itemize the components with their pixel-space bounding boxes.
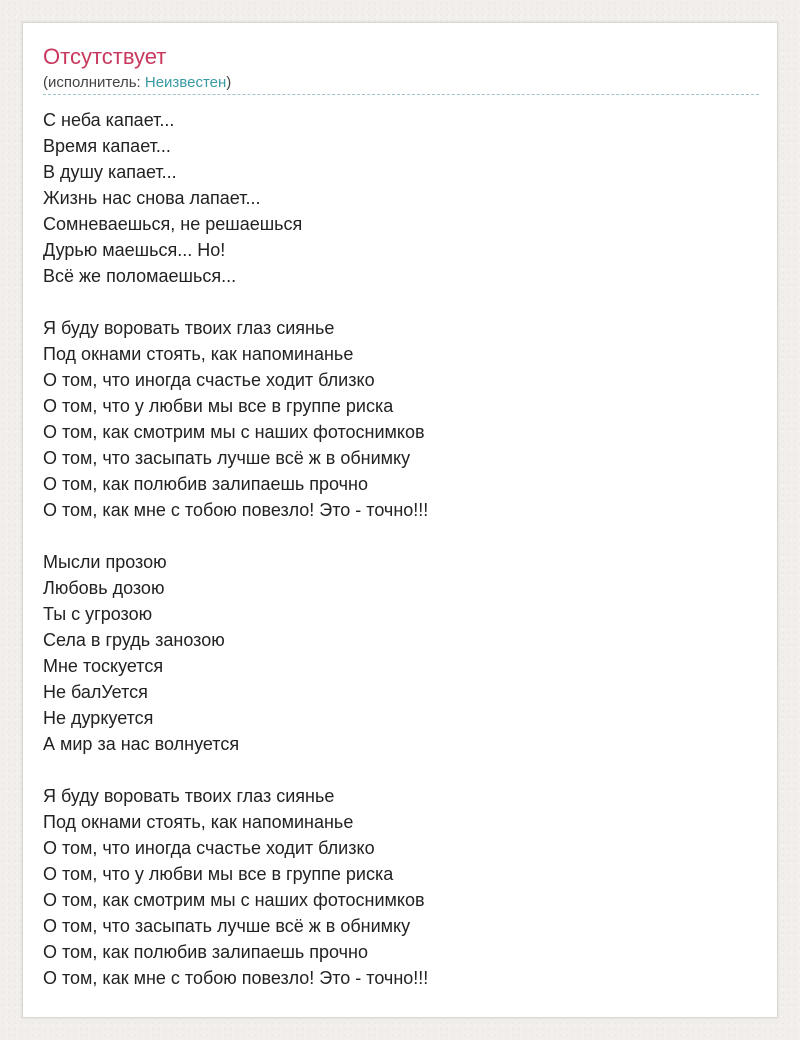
lyrics-line: Всё же поломаешься... [43, 266, 237, 286]
song-header [43, 43, 759, 93]
lyrics-line: Под окнами стоять, как напоминанье [43, 344, 354, 364]
lyrics-line: Дурью маешься... Но! [43, 240, 226, 260]
lyrics-line: О том, как мне с тобою повезло! Это - точно!!! [43, 500, 429, 520]
lyrics-line: О том, как смотрим мы с наших фотоснимков [43, 422, 425, 442]
performer-link[interactable]: Неизвестен [144, 74, 227, 91]
performer-line [43, 73, 759, 93]
lyrics-line: Под окнами стоять, как напоминанье [43, 812, 354, 832]
lyrics-line: О том, как полюбив залипаешь прочно [43, 942, 368, 962]
lyrics-line: О том, как смотрим мы с наших фотоснимков [43, 890, 425, 910]
lyrics-line: Мысли прозою [43, 552, 167, 572]
lyrics-line: О том, что у любви мы все в группе риска [43, 396, 394, 416]
lyrics-line: О том, как полюбив залипаешь прочно [43, 474, 368, 494]
performer-prefix: (исполнитель: [43, 74, 145, 91]
lyrics-line: Я буду воровать твоих глаз сиянье [43, 318, 335, 338]
lyrics-stanza [43, 315, 759, 523]
performer-suffix: ) [226, 74, 232, 91]
lyrics-line: Не балУется [43, 682, 148, 702]
lyrics-stanza [43, 107, 759, 289]
lyrics-line: О том, как мне с тобою повезло! Это - точно!!! [43, 968, 429, 988]
header-divider [43, 94, 759, 95]
lyrics-line: Жизнь нас снова лапает... [43, 188, 261, 208]
lyrics-line: Ты с угрозою [43, 604, 153, 624]
lyrics-line: О том, что у любви мы все в группе риска [43, 864, 394, 884]
lyrics-stanza [43, 783, 759, 991]
lyrics-line: О том, что засыпать лучше всё ж в обнимку [43, 916, 411, 936]
lyrics-line: Любовь дозою [43, 578, 165, 598]
lyrics-card [22, 22, 778, 1018]
lyrics-line: Мне тоскуется [43, 656, 164, 676]
lyrics-line: О том, что засыпать лучше всё ж в обнимку [43, 448, 411, 468]
lyrics-line: Сомневаешься, не решаешься [43, 214, 303, 234]
lyrics-line: Не дуркуется [43, 708, 154, 728]
lyrics-line: Время капает... [43, 136, 171, 156]
song-title: Отсутствует [43, 44, 167, 69]
lyrics-line: В душу капает... [43, 162, 177, 182]
lyrics-body [43, 107, 759, 991]
lyrics-line: О том, что иногда счастье ходит близко [43, 370, 375, 390]
lyrics-line: Села в грудь занозою [43, 630, 225, 650]
lyrics-line: А мир за нас волнуется [43, 734, 240, 754]
lyrics-line: Я буду воровать твоих глаз сиянье [43, 786, 335, 806]
lyrics-stanza [43, 549, 759, 757]
lyrics-line: С неба капает... [43, 110, 175, 130]
lyrics-line: О том, что иногда счастье ходит близко [43, 838, 375, 858]
